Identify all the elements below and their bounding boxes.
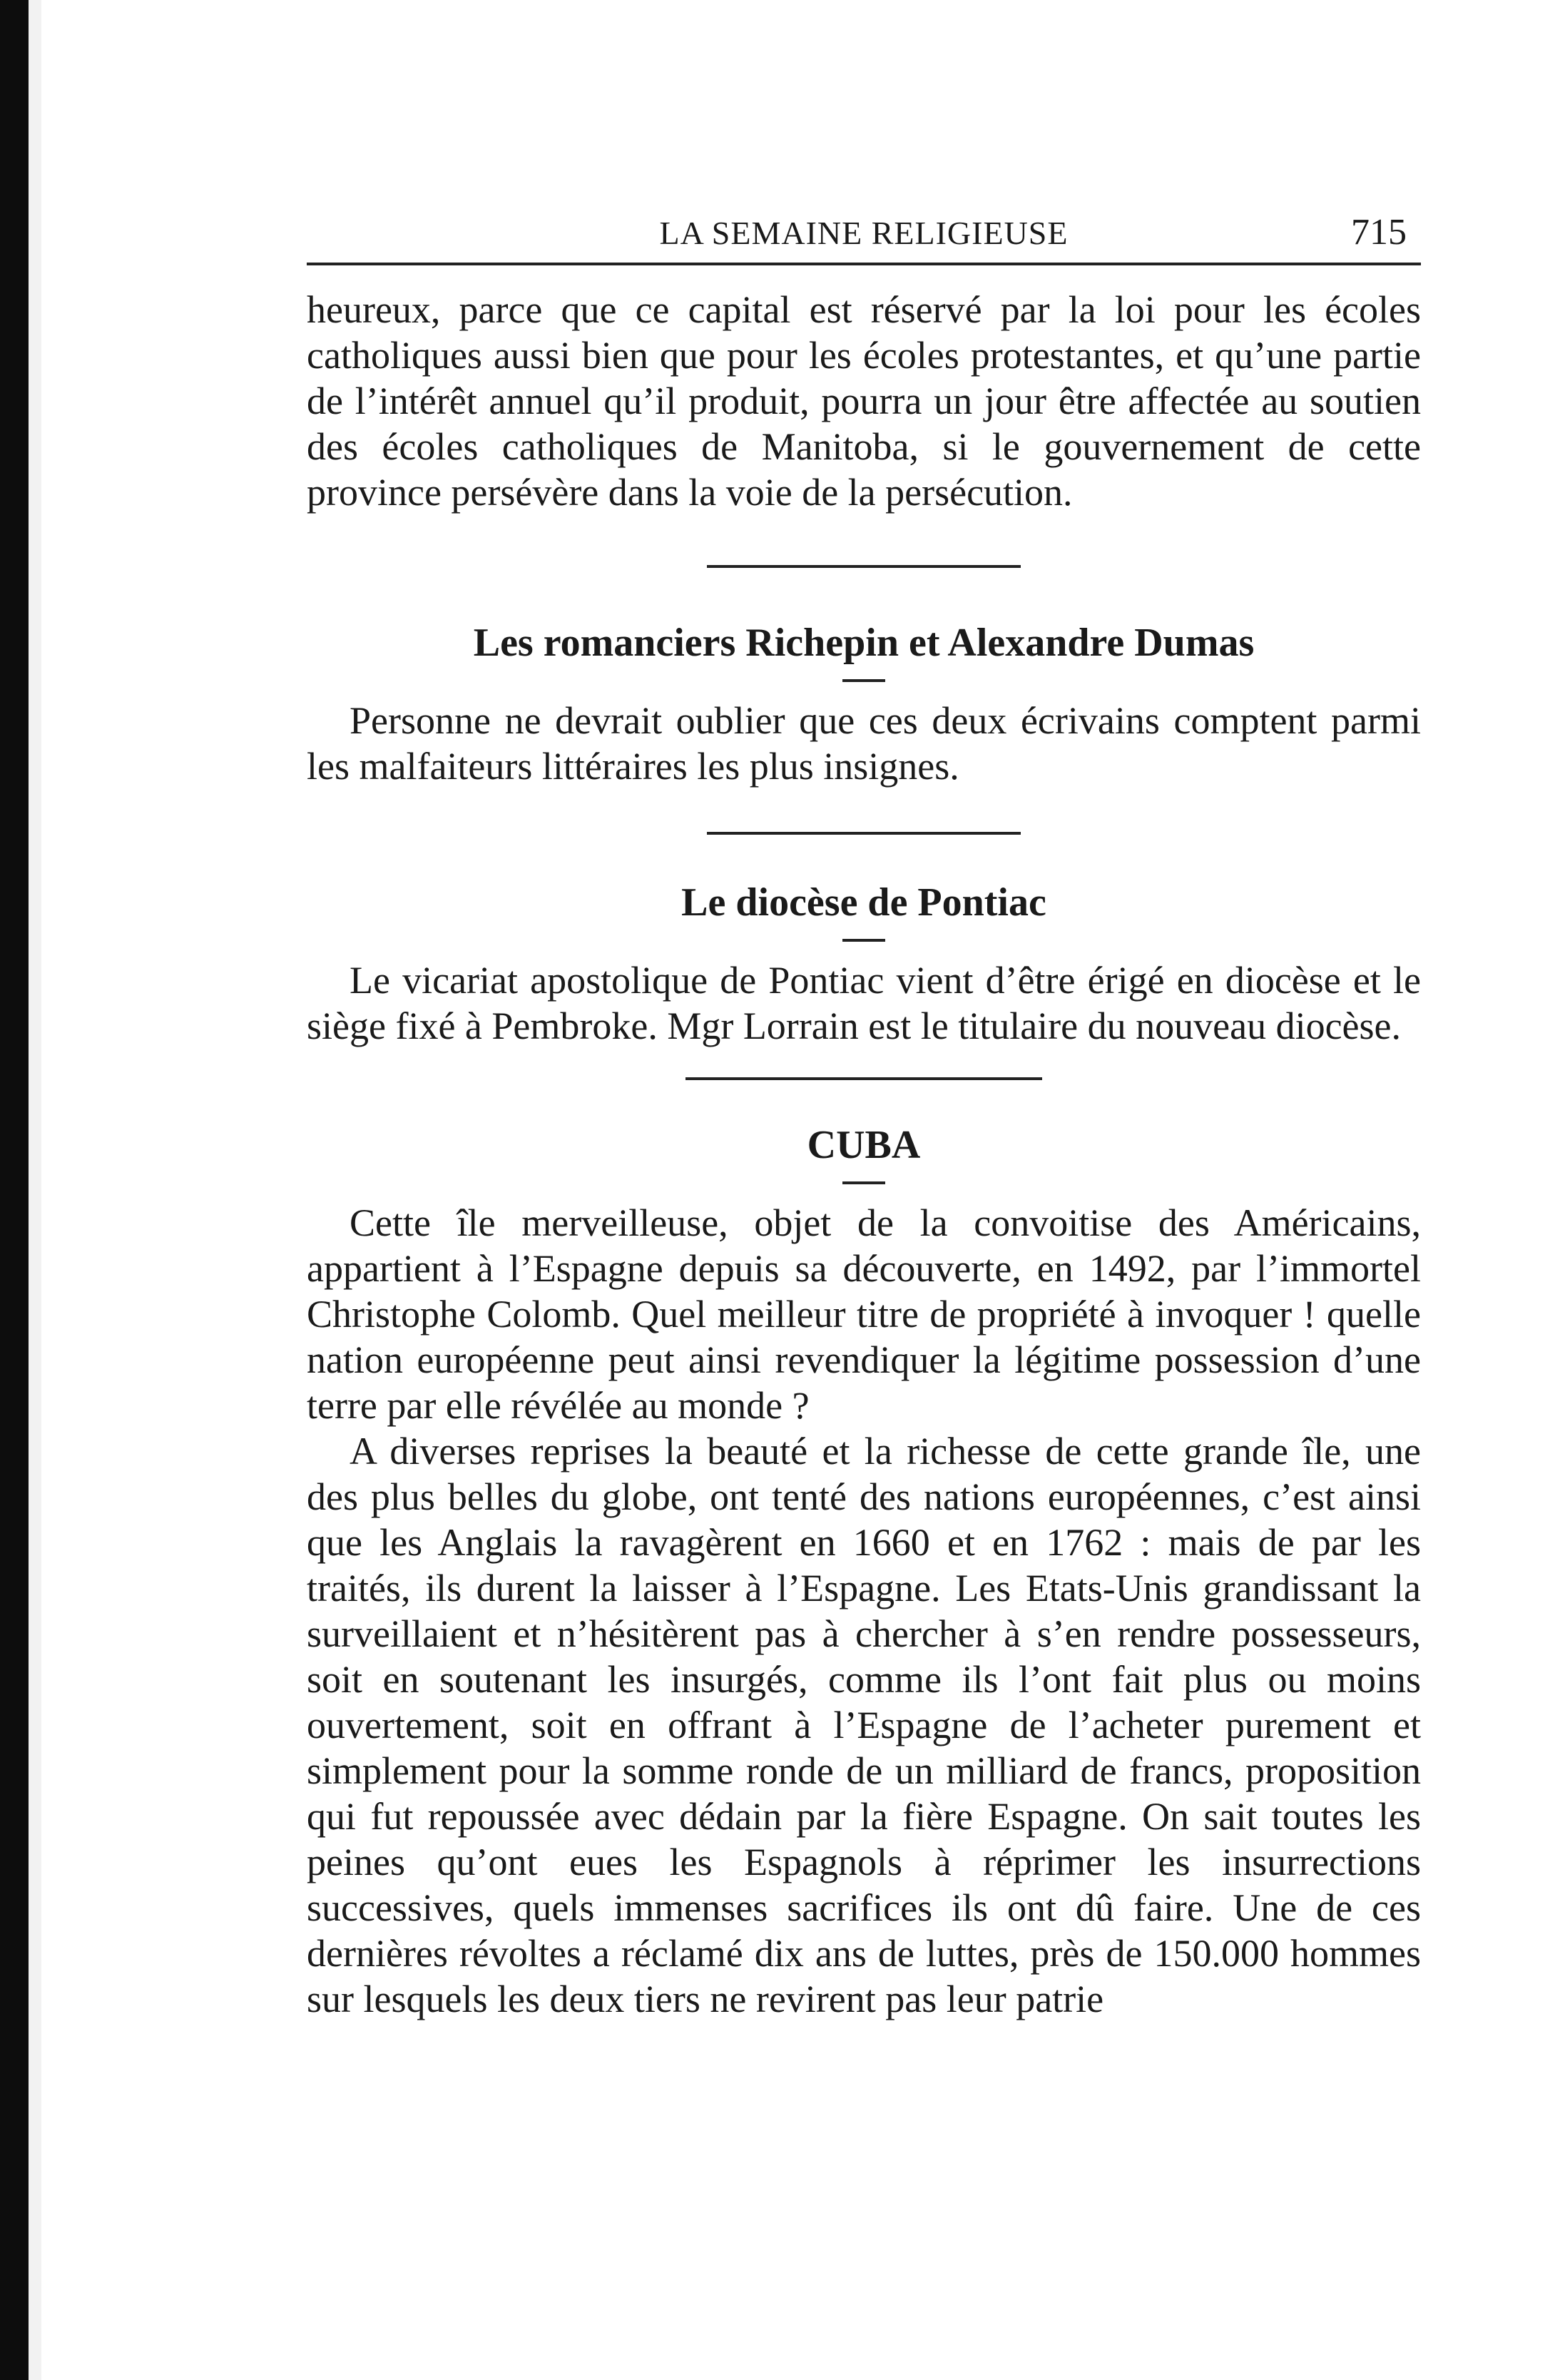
section-separator bbox=[707, 565, 1021, 568]
title-dash bbox=[842, 939, 885, 942]
section-paragraph: Personne ne devrait oublier que ces deux écrivains comptent parmi les malfaiteurs littéraires les plus insignes. bbox=[307, 699, 1421, 788]
section-separator bbox=[685, 1077, 1042, 1080]
title-dash bbox=[842, 679, 885, 682]
binding-edge bbox=[0, 0, 29, 2380]
title-dash bbox=[842, 1181, 885, 1184]
running-title: LA SEMAINE RELIGIEUSE bbox=[659, 215, 1069, 251]
header-rule bbox=[307, 263, 1421, 265]
section-richepin-dumas bbox=[307, 618, 1421, 789]
intro-paragraph: heureux, parce que ce capital est réservé par la loi pour les écoles catholiques aussi bien que pour les écoles protestantes, et qu’une partie de l’intérêt annuel qu’il produit, pourra un jour être affectée au soutien des écoles catholiques de Manitoba, si le gouvernement de cette province persévère dans la voie de la persécution. bbox=[307, 288, 1421, 514]
book-page bbox=[307, 207, 1421, 2022]
section-title: CUBA bbox=[807, 1123, 921, 1167]
section-title: Le diocèse de Pontiac bbox=[681, 880, 1046, 925]
section-paragraph: A diverses reprises la beauté et la richesse de cette grande île, une des plus belles du globe, ont tenté des nations européennes, c’est ainsi que les Anglais la ravagèrent en 1660 et en 1762 : mais de par les traités, ils durent la laisser à l’Espagne. Les Etats-Unis grandissant la surveillaient et n’hésitèrent pas à chercher à s’en rendre possesseurs, soit en soutenant les insurgés, comme ils l’ont fait plus ou moins ouvertement, soit en offrant à l’Espagne de l’acheter purement et simplement pour la somme ronde de un milliard de francs, proposition qui fut repoussée avec dédain par la fière Espagne. On sait toutes les peines qu’ont eues les Espagnols à réprimer les insurrections successives, quels immenses sacrifices ils ont dû faire. Une de ces dernières révoltes a réclamé dix ans de luttes, près de 150.000 hommes sur lesquels les deux tiers ne revirent pas leur patrie bbox=[307, 1430, 1421, 2020]
section-paragraph: Cette île merveilleuse, objet de la convoitise des Américains, appartient à l’Espagne depuis sa découverte, en 1492, par l’immortel Christophe Colomb. Quel meilleur titre de propriété à invoquer ! quelle nation européenne peut ainsi revendiquer la légitime possession d’une terre par elle révélée au monde ? bbox=[307, 1201, 1421, 1427]
section-separator bbox=[707, 832, 1021, 835]
page-number: 715 bbox=[1351, 212, 1407, 253]
binding-gap bbox=[29, 0, 41, 2380]
section-cuba bbox=[307, 1120, 1421, 2022]
section-paragraph: Le vicariat apostolique de Pontiac vient d’être érigé en diocèse et le siège fixé à Pembroke. Mgr Lorrain est le titulaire du nouveau diocèse. bbox=[307, 959, 1421, 1047]
running-header bbox=[307, 207, 1421, 257]
section-pontiac bbox=[307, 878, 1421, 1049]
section-title: Les romanciers Richepin et Alexandre Dumas bbox=[473, 621, 1255, 665]
